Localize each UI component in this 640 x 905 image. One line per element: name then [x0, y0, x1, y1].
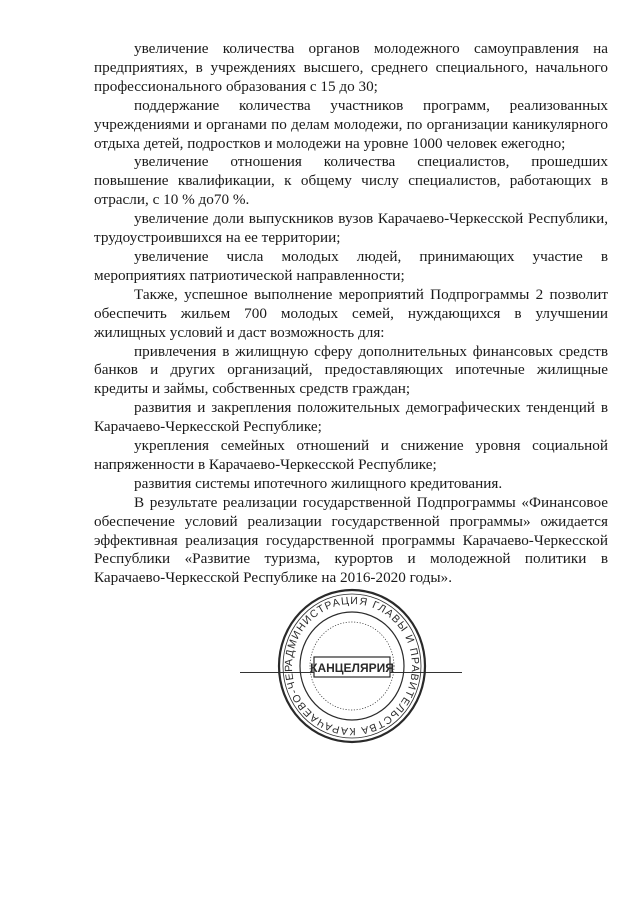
- paragraph-3: увеличение отношения количества специалистов, прошедших повышение квалификации, к общему числу специалистов, работающих в отрасли, с 10 % до70 %.: [94, 153, 608, 209]
- seal-icon: [276, 587, 428, 745]
- paragraph-4: увеличение доли выпускников вузов Карачаево-Черкесской Республики, трудоустроившихся на ее территории;: [94, 210, 608, 247]
- body-text: [94, 40, 608, 588]
- paragraph-9: укрепления семейных отношений и снижение уровня социальной напряженности в Карачаево-Черкесской Республике;: [94, 437, 608, 473]
- paragraph-1: увеличение количества органов молодежного самоуправления на предприятиях, в учреждениях высшего, среднего специального, начального профессионального образования с 15 до 30;: [94, 40, 608, 95]
- paragraph-6: Также, успешное выполнение мероприятий Подпрограммы 2 позволит обеспечить жильем 700 молодых семей, нуждающихся в улучшении жилищных условий и даст возможность для:: [94, 285, 608, 341]
- paragraph-10: развития системы ипотечного жилищного кредитования.: [134, 474, 503, 492]
- paragraph-5: увеличение числа молодых людей, принимающих участие в мероприятиях патриотической направленности;: [94, 247, 608, 284]
- paragraph-8: развития и закрепления положительных демографических тенденций в Карачаево-Черкесской Республике;: [94, 399, 608, 436]
- paragraph-7: привлечения в жилищную сферу дополнительных финансовых средств банков и других организаций, предоставляющих ипотечные жилищные кредиты и займы, собственных средств граждан;: [94, 342, 608, 398]
- seal-outer-text: АДМИНИСТРАЦИЯ ГЛАВЫ И ПРАВИТЕЛЬСТВА КАРАЧАЕВО-ЧЕР: [282, 594, 422, 738]
- seal-center-text: КАНЦЕЛЯРИЯ: [310, 661, 394, 675]
- paragraph-11: В результате реализации государственной Подпрограммы «Финансовое обеспечение условий реализации государственной программы» ожидается эффективная реализация государственной программы Карачаево-Черкесской Республики «Развитие туризма, курортов и молодежной политики в Карачаево-Черкесской Республике на 2016-2020 годы».: [94, 493, 608, 587]
- paragraph-2: поддержание количества участников программ, реализованных учреждениями и органами по делам молодежи, по организации каникулярного отдыха детей, подростков и молодежи на уровне 1000 человек ежегодно;: [94, 96, 608, 152]
- official-seal: [276, 587, 428, 745]
